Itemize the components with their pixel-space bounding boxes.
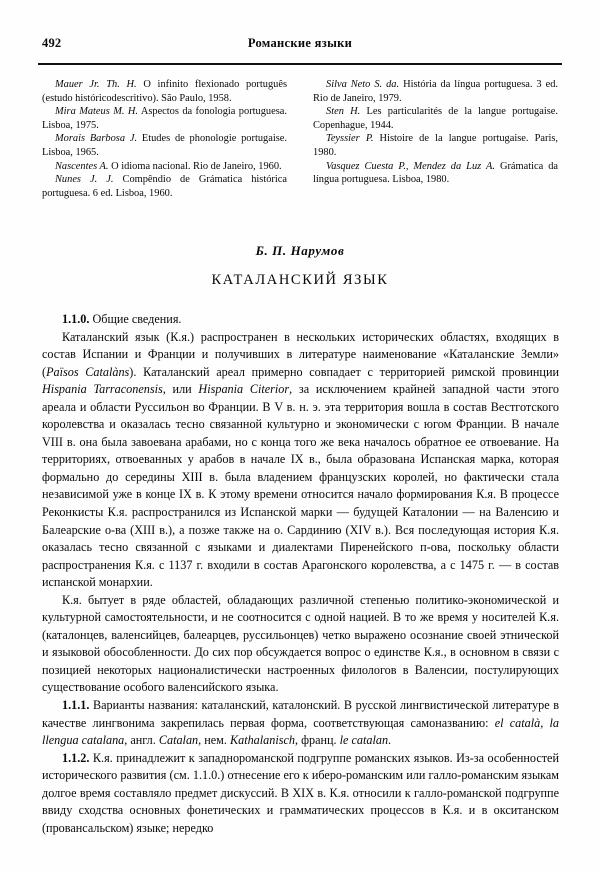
paragraph: К.я. бытует в ряде областей, обладающих различной степенью политико-экономической и культурной самостоятельности, и не соотносится с одной нацией. В то же время у носителей К.я. (каталонцев, валенсийцев, балеарцев, руссильонцев) четко выражено осознание своей этнической и языковой обособленности. До сих пор обсуждается вопрос о единстве К.я., в основном в связи с позицией некоторых националистически настроенных филологов в Валенсии, постулирующих существование особого валенсийского языка. [42, 592, 559, 695]
bibliography-entry: Teyssier P. Histoire de la langue portugaise. Paris, 1980. [313, 133, 558, 158]
page-number: 492 [42, 36, 62, 50]
bibliography-column-left [42, 78, 287, 200]
body-text [42, 311, 559, 837]
section-heading-1-1-0: 1.1.0. Общие сведения. [62, 312, 182, 326]
chapter-title: КАТАЛАНСКИЙ ЯЗЫК [211, 272, 389, 288]
bibliography-entry: Mira Mateus M. H. Aspectos da fonologia portuguesa. Lisboa, 1975. [42, 106, 287, 131]
bibliography-entry: Mauer Jr. Th. H. O infinito flexionado português (estudo históricodescritivo). São Paulo, 1958. [42, 79, 287, 104]
bibliography-entry: Nunes J. J. Compêndio de Grámatica histórica portuguesa. 6 ed. Lisboa, 1960. [42, 174, 287, 199]
bibliography-column-right [313, 78, 558, 200]
bibliography-entry: Sten H. Les particularités de la langue portugaise. Copenhague, 1944. [313, 106, 558, 131]
running-head-title: Романские языки [247, 36, 353, 50]
chapter-author: Б. П. Нарумов [255, 243, 345, 258]
header-rule [38, 63, 562, 65]
bibliography-entry: Morais Barbosa J. Etudes de phonologie portugaise. Lisboa, 1965. [42, 133, 287, 158]
bibliography [42, 78, 558, 200]
bibliography-entry: Silva Neto S. da. História da língua portuguesa. 3 ed. Rio de Janeiro, 1979. [313, 79, 558, 104]
bibliography-entry: Nascentes A. O idioma nacional. Rio de Janeiro, 1960. [55, 160, 282, 172]
section-1-1-2: 1.1.2. К.я. принадлежит к западнороманской подгруппе романских языков. Из-за особенностей исторического развития (см. 1.1.0.) отнесение его к иберо-романским или галло-романским языкам долгое время составляло предмет дискуссий. В XIX в. К.я. относили к галло-романской подгруппе ввиду сходства основных фонетических и грамматических процессов в К.я. и в окситанском (провансальском) языке; нередко [42, 750, 559, 835]
bibliography-entry: Vasquez Cuesta P., Mendez da Luz A. Grámatica da língua portuguesa. Lisboa, 1980. [313, 160, 559, 186]
running-head [42, 36, 558, 56]
paragraph: Каталанский язык (К.я.) распространен в нескольких исторических областях, входящих в состав Испании и Франции и получивших в литературе наименование «Каталанские Земли» (Països Catalàns). Каталанский ареал примерно совпадает с территорией римской провинции Hispania Tarraconensis, или Hispania Citerior, за исключением крайней западной части этого ареала и области Руссильон во Франции. В V в. н. э. эта территория вошла в состав Вестготского королевства и оказалась тесно связанной культурно и экономически с югом Франции. В начале VIII в. она была завоевана арабами, но с конца того же века началось обратное ее отвоевание. На территориях, отвоеванных у арабов в начале IX в., была образована Испанская марка, которая формально до середины XIII в. была владением французских королей, но фактически стала независимой уже в конце IX в. К этому времени относится начало формирования К.я. В процессе Реконкисты К.я. распространился из Испанской марки — будущей Каталонии — на Валенсию и Балеарские о-ва (XIII в.), а позже также на о. Сардинию (XIV в.). Вся последующая история К.я. оказалась тесно связанной с языками и диалектами Пиренейского п-ова, поскольку области распространения К.я. с 1137 г. входили в состав Арагонского королевства, а с 1475 г. — в состав испанской монархии. [42, 329, 559, 590]
section-1-1-1: 1.1.1. Варианты названия: каталанский, каталонский. В русской лингвистической литературе в качестве лингвонима закрепилась первая форма, соответствующая самоназванию: el català, la llengua catalana, англ. Catalan, нем. Kathalanisch, франц. le catalan. [42, 698, 559, 748]
